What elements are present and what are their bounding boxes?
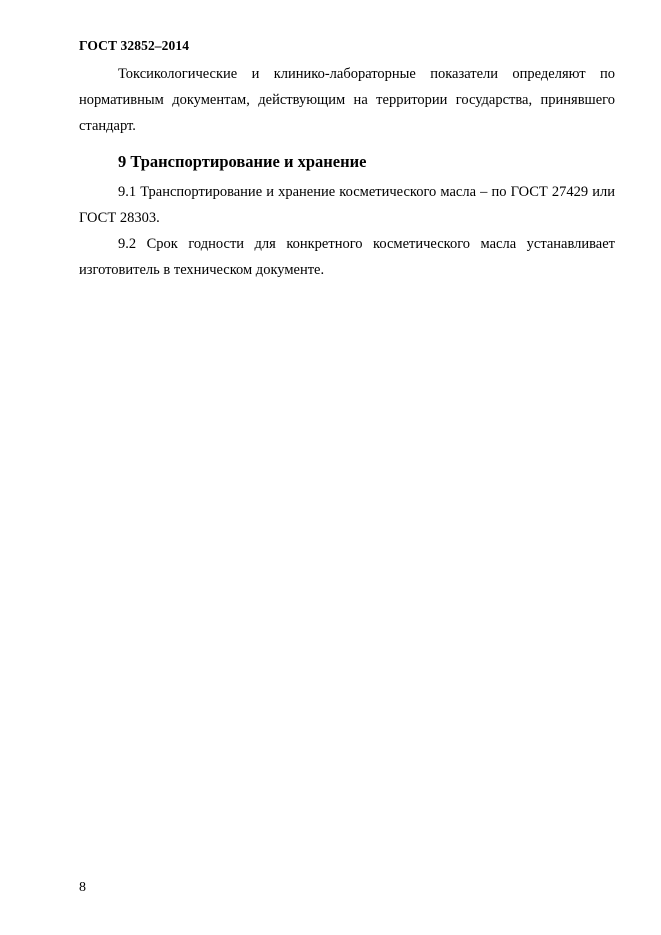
intro-paragraph: Токсикологические и клинико-лабораторные показатели определяют по нормативным документам, действующим на территории государства, принявшего стандарт. bbox=[79, 66, 615, 134]
document-header-code: ГОСТ 32852–2014 bbox=[79, 38, 190, 53]
paragraph-9-1: 9.1 Транспортирование и хранение косметического масла – по ГОСТ 27429 или ГОСТ 28303. bbox=[79, 184, 615, 226]
document-body bbox=[79, 61, 615, 283]
paragraph-9-2: 9.2 Срок годности для конкретного косметического масла устанавливает изготовитель в техническом документе. bbox=[79, 236, 615, 278]
page-number: 8 bbox=[79, 880, 86, 895]
section-title: 9 Транспортирование и хранение bbox=[118, 152, 367, 171]
